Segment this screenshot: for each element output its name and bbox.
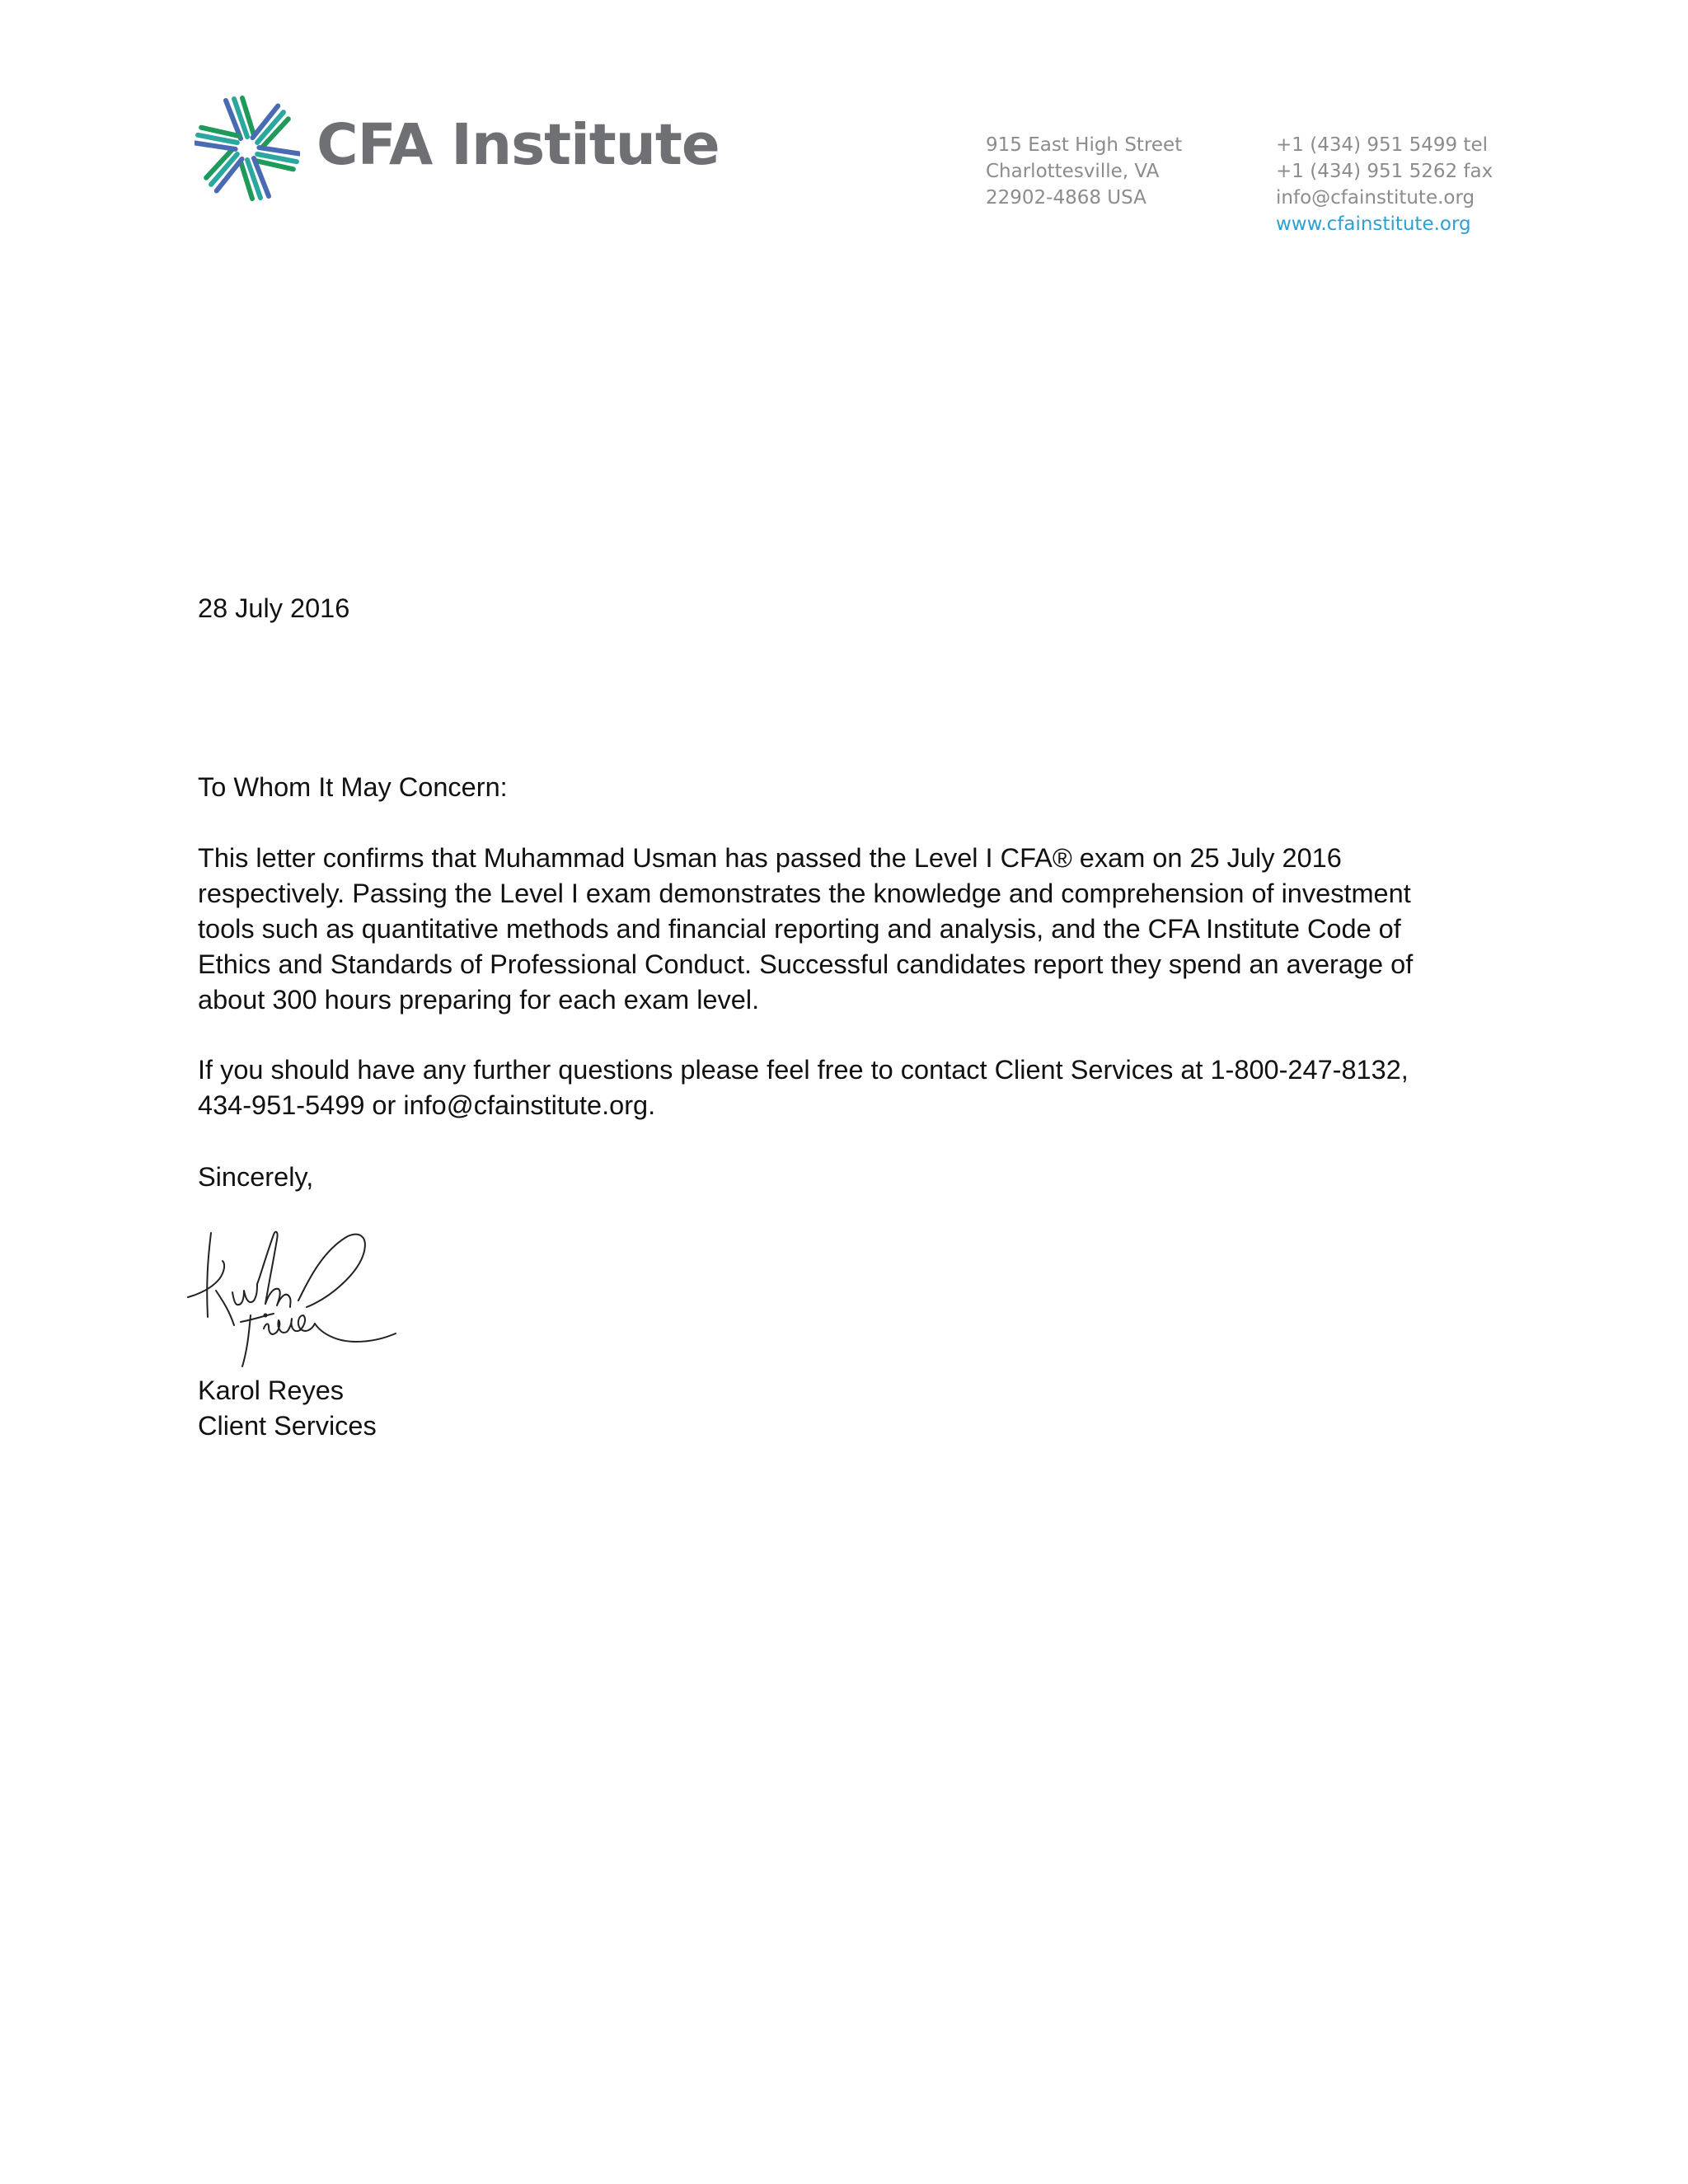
signer-name: Karol Reyes [198, 1376, 345, 1405]
letter-date: 28 July 2016 [198, 593, 350, 623]
paragraph-line: 434-951-5499 or info@cfainstitute.org. [198, 1090, 656, 1120]
address-block [986, 132, 1182, 211]
org-name: CFA Institute [316, 112, 720, 178]
paragraph-line: tools such as quantitative methods and financial reporting and analysis, and the CFA Institute Code of [198, 914, 1401, 944]
address-line: 22902-4868 USA [986, 187, 1146, 209]
cfa-logo-icon [195, 96, 300, 201]
phone-fax: +1 (434) 951 5262 fax [1276, 161, 1493, 182]
paragraph-line: about 300 hours preparing for each exam level. [198, 985, 760, 1015]
signer-title: Client Services [198, 1411, 377, 1441]
paragraph-line: respectively. Passing the Level I exam demonstrates the knowledge and comprehension of investment [198, 879, 1411, 908]
address-line: 915 East High Street [986, 134, 1183, 156]
address-line: Charlottesville, VA [986, 161, 1160, 182]
paragraph-line: Ethics and Standards of Professional Conduct. Successful candidates report they spend an average of [198, 949, 1414, 979]
contact-block [1276, 132, 1493, 237]
phone-tel: +1 (434) 951 5499 tel [1276, 134, 1488, 156]
salutation: To Whom It May Concern: [198, 772, 508, 802]
signer-block [198, 1373, 377, 1444]
website-link[interactable]: www.cfainstitute.org [1276, 213, 1471, 235]
signature-image [183, 1218, 410, 1383]
paragraph-line: This letter confirms that Muhammad Usman has passed the Level I CFA® exam on 25 July 2016 [198, 843, 1342, 873]
paragraph-confirmation [198, 841, 1413, 1018]
paragraph-line: If you should have any further questions please feel free to contact Client Services at 1-800-247-8132, [198, 1055, 1409, 1085]
closing: Sincerely, [198, 1162, 314, 1192]
paragraph-contact [198, 1052, 1409, 1123]
contact-email: info@cfainstitute.org [1276, 187, 1475, 209]
